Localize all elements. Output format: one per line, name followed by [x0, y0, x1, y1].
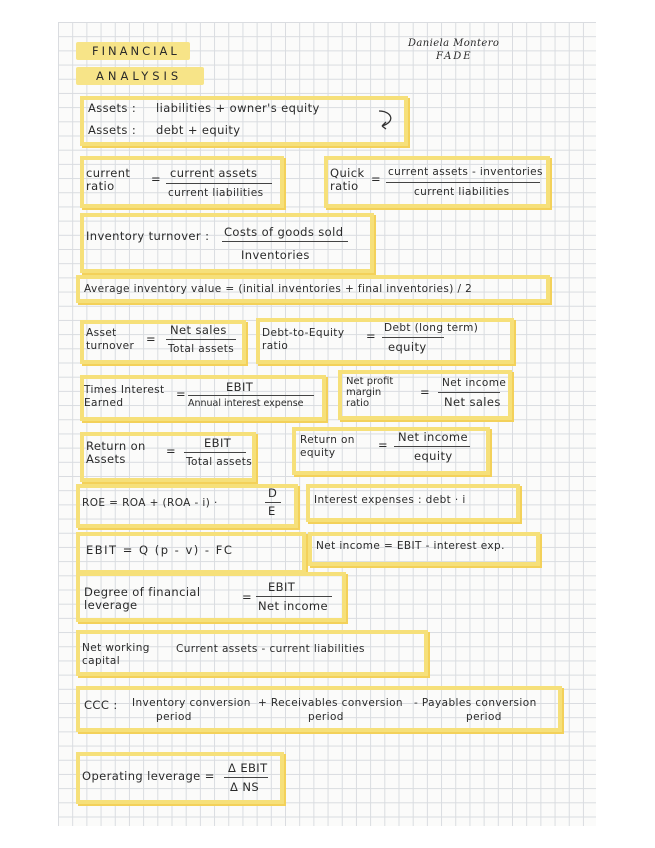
nwc-label: Net working capital: [82, 642, 150, 667]
debt-equity-num: Debt (long term): [384, 322, 479, 334]
fraction-bar: [188, 395, 314, 396]
dfl-label: Degree of financial leverage: [84, 585, 201, 612]
roe-equation-den: E: [268, 504, 276, 518]
tie-eq: =: [176, 387, 187, 401]
roe-equation-num: D: [268, 486, 278, 500]
avg-inventory-formula: Average inventory value = (initial inventories + final inventories) / 2: [84, 283, 473, 295]
fraction-bar: [166, 183, 272, 184]
assets-lhs-1: Assets :: [88, 101, 137, 115]
curved-arrow-icon: [376, 108, 400, 132]
quick-ratio-eq: =: [371, 172, 382, 186]
debt-equity-den: equity: [388, 340, 427, 354]
tie-label: Times Interest Earned: [84, 384, 165, 409]
fraction-bar: [184, 452, 246, 453]
title-analysis: ANALYSIS: [96, 69, 183, 83]
author-name: Daniela Montero: [408, 38, 500, 49]
current-ratio-eq: =: [151, 172, 162, 186]
fraction-bar: [394, 446, 470, 447]
current-ratio-den: current liabilities: [168, 187, 264, 199]
dfl-eq: =: [242, 590, 253, 604]
roe-eq: =: [378, 438, 389, 452]
current-ratio-num: current assets: [170, 166, 258, 180]
ccc-label: CCC :: [84, 698, 118, 712]
assets-rhs-1: liabilities + owner's equity: [156, 101, 320, 115]
ccc-part3b: period: [466, 711, 502, 723]
fraction-bar: [256, 596, 332, 597]
asset-turnover-eq: =: [146, 332, 157, 346]
net-income-equation: Net income = EBIT - interest exp.: [316, 540, 505, 552]
ccc-part2b: period: [308, 711, 344, 723]
fraction-bar: [386, 182, 540, 183]
roa-eq: =: [166, 444, 177, 458]
fraction-bar: [166, 339, 236, 340]
fraction-bar: [265, 502, 281, 503]
ccc-part1b: period: [156, 711, 192, 723]
asset-turnover-den: Total assets: [168, 343, 235, 355]
asset-turnover-num: Net sales: [170, 323, 227, 337]
tie-num: EBIT: [226, 380, 254, 394]
quick-ratio-den: current liabilities: [414, 186, 510, 198]
inventory-turnover-label: Inventory turnover :: [86, 229, 210, 243]
inventory-turnover-den: Inventories: [241, 248, 310, 262]
npm-num: Net income: [442, 377, 507, 389]
fraction-bar: [382, 337, 444, 338]
npm-label: Net profit margin ratio: [346, 376, 394, 409]
roe-equation-lhs: ROE = ROA + (ROA - i) ·: [82, 497, 218, 509]
debt-equity-label: Debt-to-Equity ratio: [262, 327, 345, 352]
asset-turnover-label: Asset turnover: [86, 327, 135, 352]
roa-label: Return on Assets: [86, 439, 146, 466]
ccc-part1: Inventory conversion: [132, 697, 251, 709]
ccc-part2: + Receivables conversion: [258, 697, 403, 709]
roe-den: equity: [414, 449, 453, 463]
quick-ratio-num: current assets - inventories: [388, 166, 543, 178]
ebit-equation: EBIT = Q (p - v) - FC: [86, 543, 234, 557]
roa-num: EBIT: [204, 436, 232, 450]
roe-num: Net income: [398, 430, 468, 444]
operating-leverage-den: Δ NS: [230, 780, 260, 794]
tie-den: Annual interest expense: [188, 398, 304, 409]
roa-den: Total assets: [186, 456, 253, 468]
assets-rhs-2: debt + equity: [156, 123, 241, 137]
inventory-turnover-num: Costs of goods sold: [224, 225, 344, 239]
dfl-den: Net income: [258, 599, 328, 613]
nwc-rhs: Current assets - current liabilities: [176, 643, 365, 655]
fraction-bar: [224, 777, 268, 778]
operating-leverage-num: Δ EBIT: [228, 761, 268, 775]
roe-label: Return on equity: [300, 434, 355, 459]
dfl-num: EBIT: [268, 580, 296, 594]
fraction-bar: [222, 241, 348, 242]
author-code: FADE: [436, 51, 473, 62]
operating-leverage-label: Operating leverage =: [82, 769, 215, 783]
npm-den: Net sales: [444, 395, 501, 409]
fraction-bar: [438, 392, 500, 393]
inventory-turnover-box: [80, 213, 374, 273]
title-financial: FINANCIAL: [92, 44, 180, 58]
current-ratio-label: current ratio: [86, 166, 131, 193]
ccc-part3: - Payables conversion: [414, 697, 537, 709]
npm-eq: =: [420, 385, 431, 399]
interest-expenses-formula: Interest expenses : debt · i: [314, 494, 466, 506]
notebook-page: [58, 22, 596, 826]
quick-ratio-label: Quick ratio: [330, 166, 365, 193]
assets-lhs-2: Assets :: [88, 123, 137, 137]
debt-equity-eq: =: [366, 329, 377, 343]
ccc-box: [76, 686, 562, 732]
